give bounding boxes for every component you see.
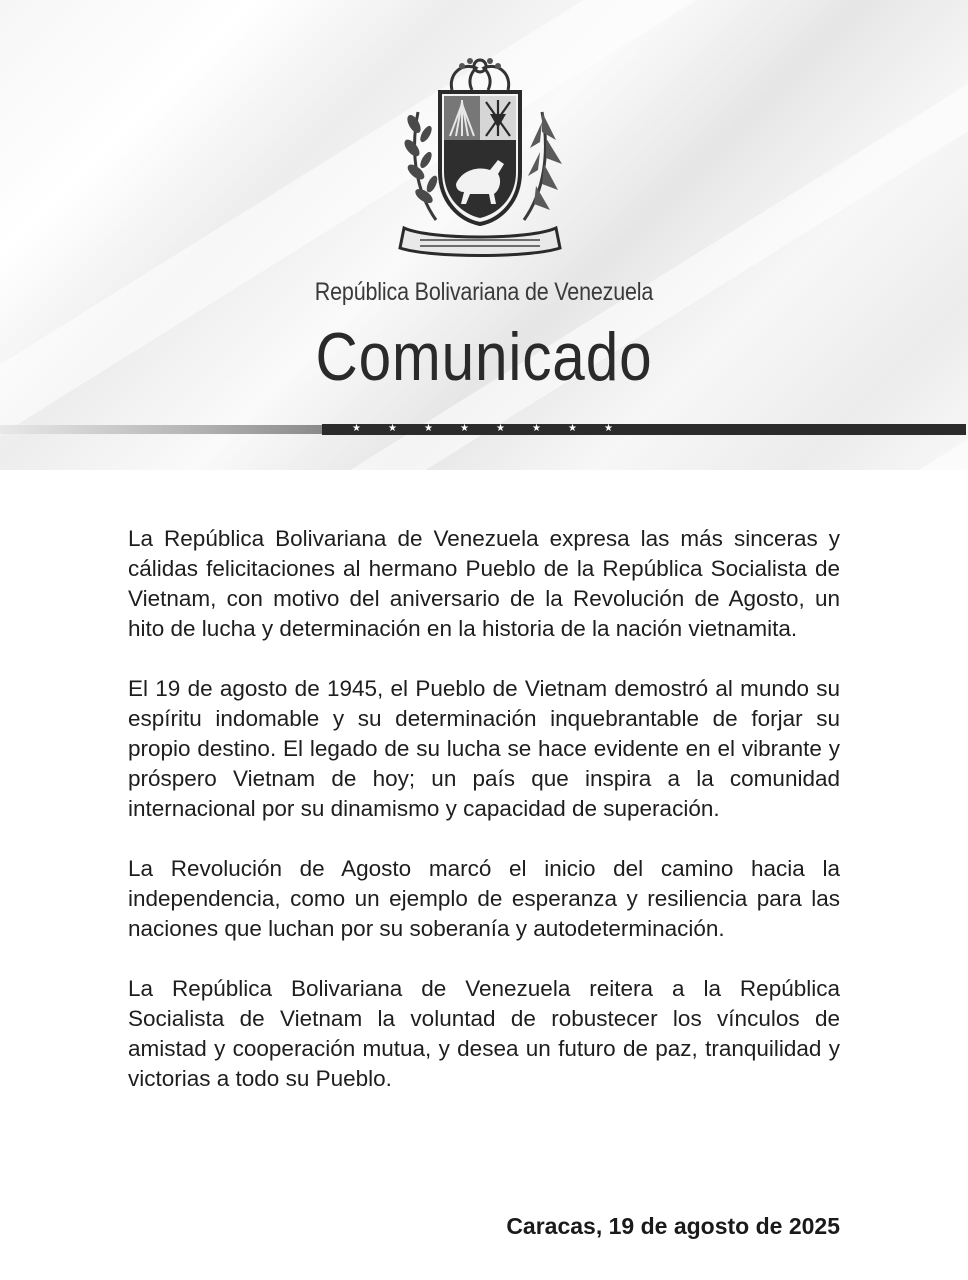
communique-body [128, 524, 840, 1124]
communique-header [0, 0, 968, 470]
paragraph: La República Bolivariana de Venezuela reitera a la República Socialista de Vietnam la voluntad de robustecer los vínculos de amistad y cooperación mutua, y desea un futuro de paz, tranquilidad y victorias a todo su Pueblo. [128, 976, 840, 1091]
star-icon: ★ [496, 423, 505, 434]
paragraph: La Revolución de Agosto marcó el inicio del camino hacia la independencia, como un ejemplo de esperanza y resiliencia para las naciones que luchan por su soberanía y autodeterminación. [128, 856, 840, 941]
star-icon: ★ [388, 423, 397, 434]
paragraph: La República Bolivariana de Venezuela expresa las más sinceras y cálidas felicitaciones al hermano Pueblo de la República Socialista de Vietnam, con motivo del aniversario de la Revolución de Agosto, un hito de lucha y determinación en la historia de la nación vietnamita. [128, 526, 840, 641]
star-icon: ★ [604, 423, 613, 434]
coat-of-arms-icon [390, 52, 570, 262]
star-icon: ★ [532, 423, 541, 434]
page-title: Comunicado [315, 319, 653, 395]
star-icon: ★ [460, 423, 469, 434]
star-icon: ★ [568, 423, 577, 434]
star-icon: ★ [424, 423, 433, 434]
header-divider-stars [322, 424, 966, 435]
place-and-date: Caracas, 19 de agosto de 2025 [506, 1213, 840, 1239]
star-icon: ★ [352, 423, 361, 434]
republic-name: República Bolivariana de Venezuela [314, 278, 654, 306]
header-divider-left [0, 425, 322, 434]
paragraph: El 19 de agosto de 1945, el Pueblo de Vietnam demostró al mundo su espíritu indomable y su determinación inquebrantable de forjar su propio destino. El legado de su lucha se hace evidente en el vibrante y próspero Vietnam de hoy; un país que inspira a la comunidad internacional por su dinamismo y capacidad de superación. [128, 676, 840, 821]
